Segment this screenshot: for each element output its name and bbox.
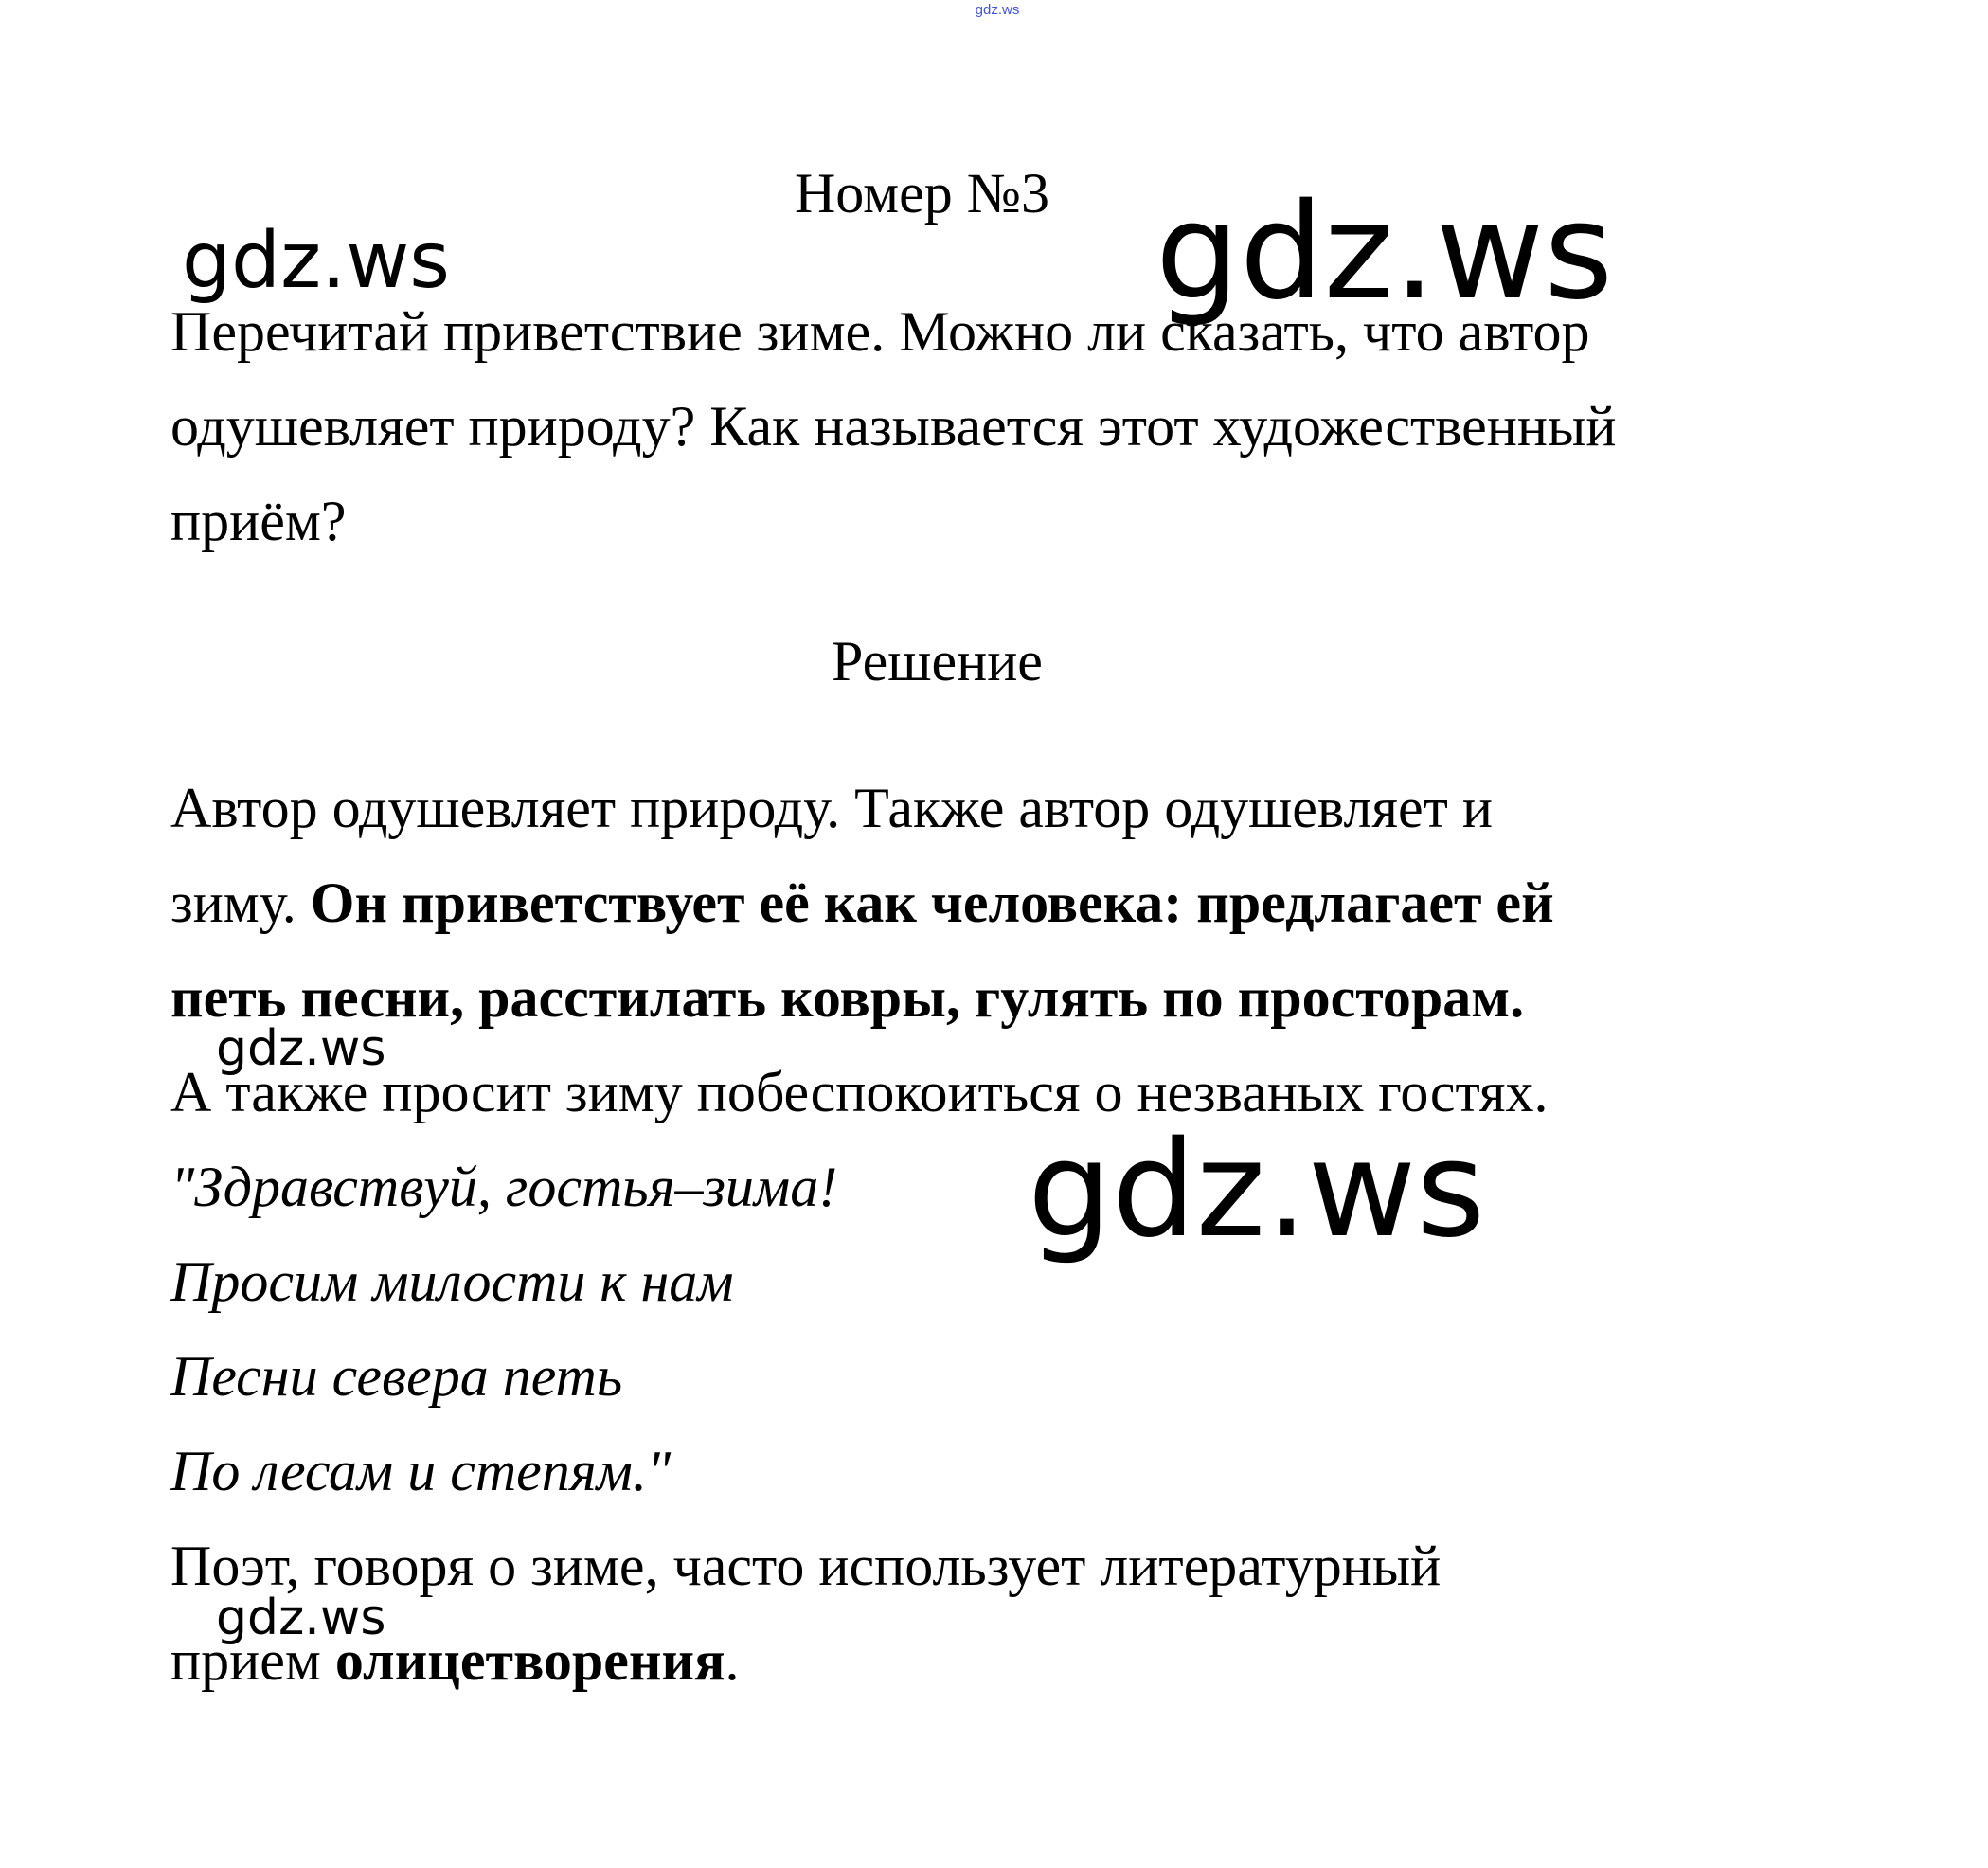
watermark: gdz.ws — [182, 216, 450, 306]
watermark: gdz.ws — [216, 1020, 386, 1077]
answer-line — [170, 855, 1932, 950]
answer-line: Автор одушевляет природу. Также автор одушевляет и — [170, 777, 1493, 839]
watermark: gdz.ws — [1155, 175, 1614, 330]
top-watermark: gdz.ws — [975, 2, 1020, 18]
answer-line: петь песни, расстилать ковры, гулять по просторам. — [170, 966, 1525, 1029]
poem-line: "Здравствуй, гостья–зима! — [170, 1156, 838, 1218]
question-line: приём? — [170, 490, 347, 552]
answer-line: А также просит зиму побеспокоиться о незваных гостях. — [170, 1061, 1549, 1123]
solution-title: Решение — [832, 630, 1043, 692]
answer-plain-text: прием — [170, 1629, 335, 1692]
answer-plain-text: зиму. — [170, 871, 311, 934]
watermark: gdz.ws — [1028, 1113, 1486, 1267]
number-title: Номер №3 — [794, 162, 1050, 225]
question-text — [170, 284, 1932, 568]
answer-bold-term: олицетворения — [334, 1629, 725, 1692]
poem-line: Просим милости к нам — [170, 1250, 734, 1313]
question-line: одушевляет природу? Как называется этот художественный — [170, 395, 1617, 458]
poem-line: Песни севера петь — [170, 1345, 623, 1408]
watermark: gdz.ws — [216, 1590, 386, 1646]
poem-line: По лесам и степям." — [170, 1440, 672, 1502]
question-line: Перечитай приветствие зиме. Можно ли сказать, что автор — [170, 300, 1590, 363]
answer-line — [170, 1613, 1932, 1708]
answer-plain-text: . — [725, 1629, 740, 1692]
answer-bold-text: Он приветствует её как человека: предлагает ей — [310, 871, 1554, 934]
answer-line: Поэт, говоря о зиме, часто использует литературный — [170, 1535, 1442, 1597]
